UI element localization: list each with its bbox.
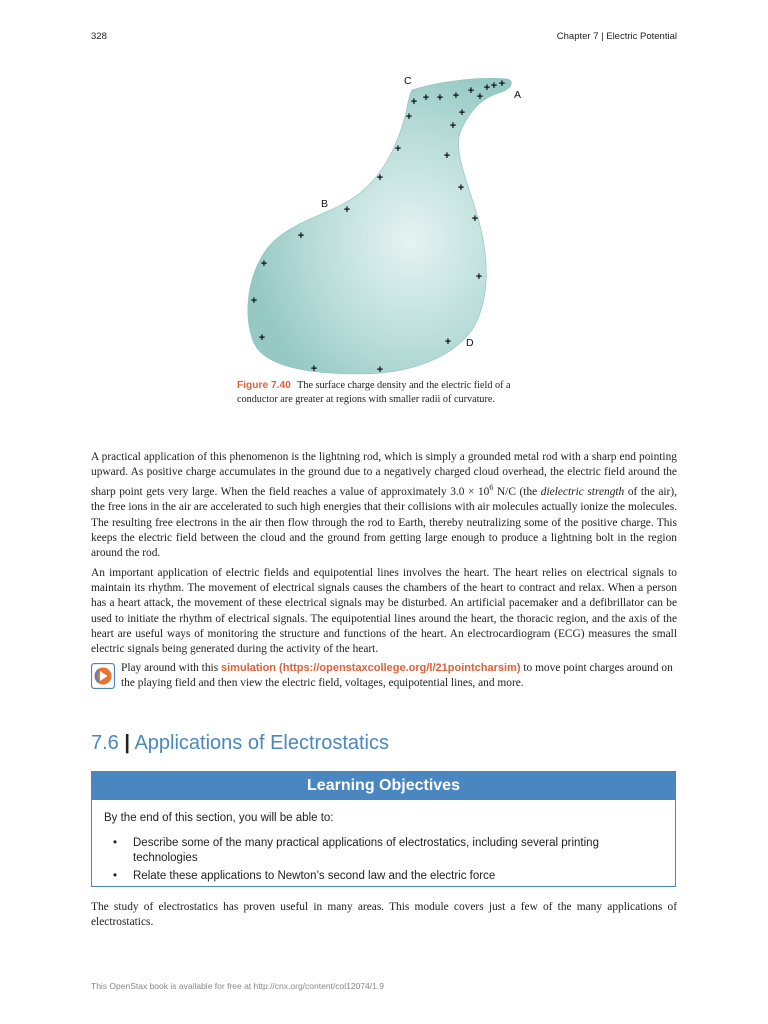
field-value xyxy=(450,483,516,499)
learning-objectives-intro: By the end of this section, you will be able to: xyxy=(104,812,334,824)
charge-plus: + xyxy=(405,111,413,123)
simulation-text-after: to move point charges around on the playing field and then view the electric field, voltages, equipotential lines, and more. xyxy=(121,662,673,690)
simulation-icon xyxy=(91,663,115,689)
charge-plus: + xyxy=(471,213,479,225)
figure-label-b: B xyxy=(321,198,329,210)
charge-plus: + xyxy=(475,271,483,283)
objective-text: Describe some of the many practical applications of electrostatics, including several printing technologies xyxy=(133,837,599,864)
dielectric-strength-term: dielectric strength xyxy=(540,486,625,499)
charge-plus: + xyxy=(436,92,444,104)
figure-caption-label: Figure 7.40 xyxy=(237,380,291,391)
bullet: • xyxy=(113,870,118,882)
section-title: Applications of Electrostatics xyxy=(134,732,389,754)
charge-plus: + xyxy=(449,120,457,132)
charge-plus: + xyxy=(452,90,460,102)
paragraph-text: of the air), the free ions in the air are accelerated to such high energies that their collisions with air molecules actually ionize the molecules. The resulting free electrons in the air then flow through the rod to Earth, thereby neutralizing some of the positive charge. This keeps the electric field between the cloud and the ground from getting large enough to produce a lightning bolt in the region around the rod. xyxy=(91,486,677,560)
conductor-figure xyxy=(230,68,540,378)
chapter-title: Chapter 7 | Electric Potential xyxy=(556,31,677,42)
figure-label-c: C xyxy=(404,75,412,87)
paragraph-text: A practical application of this phenomenon is the lightning rod, which is simply a grounded metal rod with a sharp end pointing upward. As positive charge accumulates in the ground due to a negatively charged cloud overhead, the electric field around the sharp point gets very large. When the field reaches a value of approximately xyxy=(91,451,677,499)
charge-plus: + xyxy=(376,172,384,184)
section-number: 7.6 xyxy=(91,732,119,754)
paragraph-text: (the xyxy=(519,486,538,499)
paragraph-intro: The study of electrostatics has proven useful in many areas. This module covers just a few of the many applications of electrostatics. xyxy=(91,901,677,929)
paragraph-lightning-rod xyxy=(91,450,677,561)
conductor-shape xyxy=(248,78,512,374)
charge-plus: + xyxy=(343,204,351,216)
simulation-link[interactable]: simulation (https://openstaxcollege.org/l/21pointcharsim) xyxy=(221,662,521,674)
footer-text: This OpenStax book is available for free at http://cnx.org/content/col12074/1.9 xyxy=(91,981,384,991)
list-item xyxy=(104,836,664,866)
learning-objectives-list xyxy=(104,836,664,887)
section-heading xyxy=(91,732,389,755)
objective-text: Relate these applications to Newton’s second law and the electric force xyxy=(133,870,496,882)
charge-plus: + xyxy=(376,364,384,376)
charge-plus: + xyxy=(467,85,475,97)
charge-plus: + xyxy=(394,143,402,155)
charge-plus: + xyxy=(490,80,498,92)
figure-label-a: A xyxy=(514,89,522,101)
charge-plus: + xyxy=(476,91,484,103)
charge-plus: + xyxy=(443,150,451,162)
charge-plus: + xyxy=(310,363,318,375)
charge-plus: + xyxy=(498,78,506,90)
simulation-callout xyxy=(91,661,677,695)
simulation-text xyxy=(121,661,677,691)
charge-plus: + xyxy=(458,107,466,119)
charge-plus: + xyxy=(260,258,268,270)
page-number: 328 xyxy=(91,31,107,42)
charge-plus: + xyxy=(250,295,258,307)
charge-plus: + xyxy=(483,82,491,94)
paragraph-heart: An important application of electric fields and equipotential lines involves the heart. The heart relies on electrical signals to maintain its rhythm. The movement of electrical signals causes the chambers of the heart to contract and relax. When a person has a heart attack, the movement of these electrical signals may be disturbed. An artificial pacemaker and a defibrillator can be used to initiate the rhythm of electrical signals. The equipotential lines around the heart, the thoracic region, and the axis of the heart are useful ways of monitoring the structure and functions of the heart. An electrocardiogram (ECG) measures the small electric signals being generated during the activity of the heart. xyxy=(91,567,677,656)
figure-caption xyxy=(237,379,529,407)
simulation-text-before: Play around with this xyxy=(121,662,219,674)
field-value-unit: N/C xyxy=(496,486,516,499)
figure-caption-text: The surface charge density and the electric field of a conductor are greater at regions with smaller radii of curvature. xyxy=(237,380,511,405)
field-value-base: 3.0 × 10 xyxy=(450,486,490,499)
charge-plus: + xyxy=(444,336,452,348)
figure-label-d: D xyxy=(466,337,474,349)
charge-plus: + xyxy=(457,182,465,194)
bullet: • xyxy=(113,837,118,849)
list-item xyxy=(104,869,664,884)
learning-objectives-box xyxy=(91,771,676,887)
charge-plus: + xyxy=(258,332,266,344)
learning-objectives-heading: Learning Objectives xyxy=(92,772,675,800)
section-separator: | xyxy=(124,732,130,754)
charge-plus: + xyxy=(410,96,418,108)
charge-plus: + xyxy=(422,92,430,104)
charge-plus: + xyxy=(297,230,305,242)
field-value-exponent: 6 xyxy=(489,483,494,493)
